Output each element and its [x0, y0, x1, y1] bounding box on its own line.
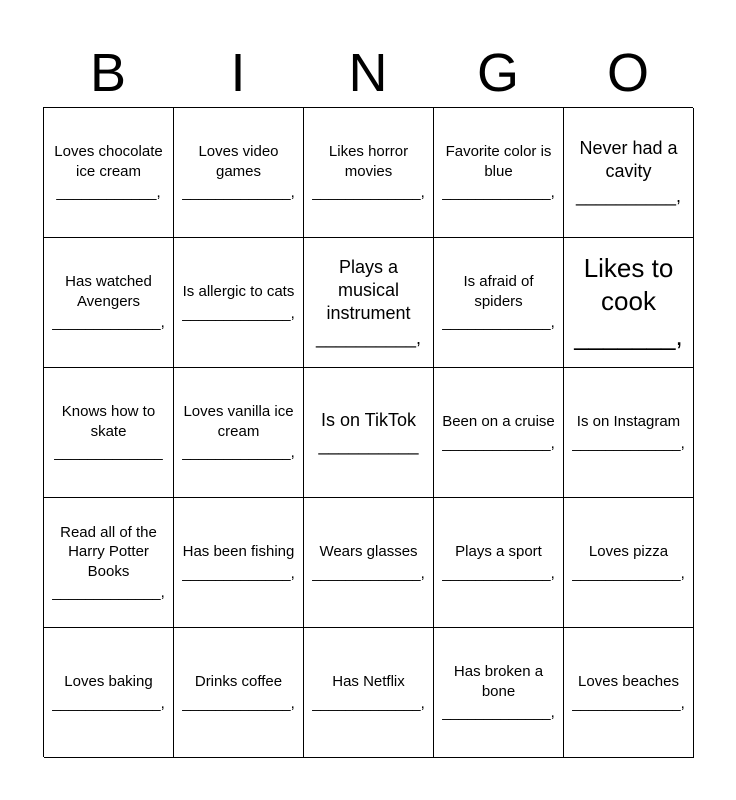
bingo-cell	[304, 628, 434, 758]
cell-text: Loves vanilla ice cream	[183, 403, 294, 440]
bingo-cell	[434, 238, 564, 368]
cell-blank: _____________,	[182, 694, 295, 712]
bingo-cell	[174, 238, 304, 368]
cell-text: Likes to cook	[583, 253, 674, 316]
bingo-cell	[564, 498, 694, 628]
header-letter-g: G	[476, 43, 519, 103]
cell-text: Is allergic to cats	[182, 283, 295, 300]
cell-blank: _____________,	[442, 314, 555, 332]
bingo-cell	[564, 368, 694, 498]
cell-blank: _____________,	[182, 304, 295, 322]
cell-blank: __________,	[315, 327, 422, 348]
cell-blank: _____________,	[312, 694, 425, 712]
cell-text: Loves chocolate ice cream	[54, 143, 163, 180]
cell-text: Plays a musical instrument	[326, 256, 411, 323]
bingo-cell	[44, 498, 174, 628]
cell-blank: _____________,	[312, 564, 425, 582]
cell-text: Loves video games	[198, 143, 279, 180]
bingo-header	[43, 38, 693, 108]
bingo-cell	[564, 108, 694, 238]
bingo-cell	[44, 108, 174, 238]
bingo-cell	[174, 108, 304, 238]
cell-text: Been on a cruise	[442, 413, 555, 430]
cell-text: Wears glasses	[319, 543, 418, 560]
cell-blank: _____________,	[52, 314, 165, 332]
cell-blank: _____________,	[182, 444, 295, 462]
cell-text: Loves baking	[64, 673, 153, 690]
cell-text: Is on Instagram	[576, 413, 681, 430]
header-letter-n: N	[348, 43, 388, 103]
cell-blank: _____________	[54, 444, 163, 462]
cell-blank: _____________,	[52, 584, 165, 601]
bingo-cell	[174, 628, 304, 758]
cell-blank: _____________,	[572, 694, 685, 712]
cell-text: Loves beaches	[578, 673, 679, 690]
cell-text: Read all of the Harry Potter Books	[60, 523, 157, 580]
cell-blank: _____________,	[572, 564, 685, 582]
cell-blank: _____________,	[442, 704, 555, 722]
cell-blank: __________	[318, 434, 419, 455]
cell-blank: _____________,	[182, 184, 295, 202]
bingo-cell	[434, 368, 564, 498]
bingo-cell	[434, 498, 564, 628]
cell-blank: _____________,	[182, 564, 295, 582]
cell-text: Plays a sport	[455, 543, 542, 560]
bingo-cell	[44, 238, 174, 368]
bingo-cell	[564, 238, 694, 368]
bingo-cell	[434, 108, 564, 238]
cell-blank: __________,	[575, 186, 682, 206]
header-letter-o: O	[606, 43, 649, 103]
cell-blank: _____________,	[312, 184, 425, 202]
bingo-cell	[174, 368, 304, 498]
cell-blank: _____________,	[572, 434, 685, 452]
cell-text: Is on TikTok	[320, 409, 417, 430]
bingo-grid	[43, 107, 693, 757]
cell-text: Knows how to skate	[61, 403, 156, 440]
cell-text: Loves pizza	[588, 543, 669, 560]
bingo-cell	[434, 628, 564, 758]
cell-text: Has watched Avengers	[65, 273, 152, 310]
cell-text: Has broken a bone	[453, 663, 544, 700]
cell-blank: _____________,	[442, 434, 555, 452]
cell-text: Has been fishing	[182, 543, 295, 560]
bingo-cell	[304, 238, 434, 368]
cell-blank: _____________,	[442, 184, 555, 202]
bingo-cell	[174, 498, 304, 628]
bingo-cell	[304, 498, 434, 628]
cell-text: Is afraid of spiders	[463, 273, 534, 310]
cell-text: Favorite color is blue	[445, 143, 552, 180]
cell-text: Never had a cavity	[579, 138, 678, 181]
cell-text: Drinks coffee	[194, 673, 283, 690]
cell-blank: _____________,	[52, 694, 165, 712]
header-letter-b: B	[89, 43, 127, 103]
bingo-cell	[304, 368, 434, 498]
cell-blank: _______,	[574, 321, 683, 351]
header-letter-i: I	[230, 43, 246, 103]
cell-blank: ____________,	[56, 184, 161, 202]
bingo-cell	[44, 368, 174, 498]
bingo-cell	[304, 108, 434, 238]
bingo-cell	[44, 628, 174, 758]
cell-blank: _____________,	[442, 564, 555, 582]
cell-text: Has Netflix	[332, 673, 405, 690]
cell-text: Likes horror movies	[328, 143, 409, 180]
bingo-cell	[564, 628, 694, 758]
